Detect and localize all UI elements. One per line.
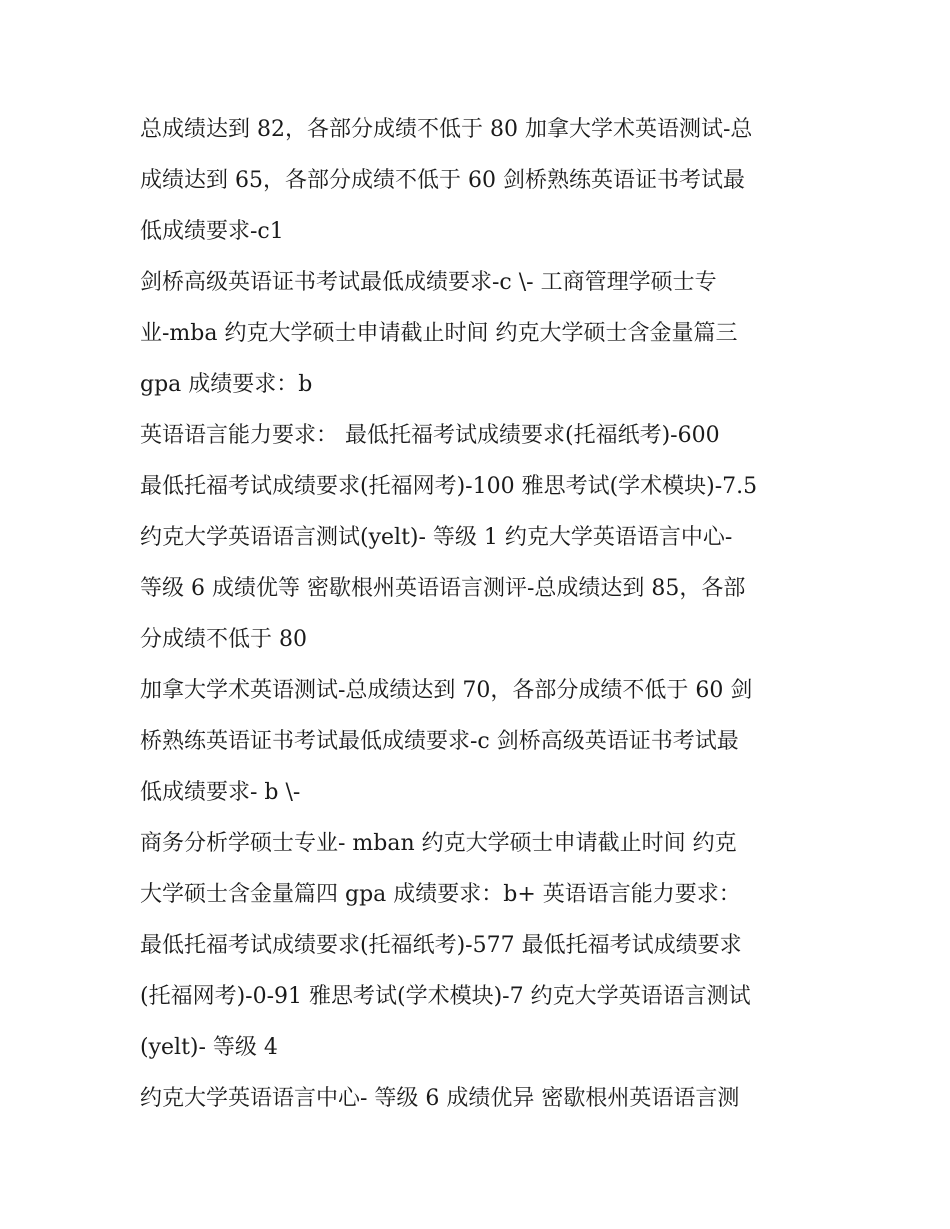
text-line: 分成绩不低于 80 <box>140 627 307 652</box>
text-line: 商务分析学硕士专业- mban 约克大学硕士申请截止时间 约克 <box>140 831 737 856</box>
text-line: (托福网考)-0-91 雅思考试(学术模块)-7 约克大学英语语言测试 <box>140 984 751 1009</box>
text-line: 低成绩要求-c1 <box>140 219 284 244</box>
text-line: 加拿大学术英语测试-总成绩达到 70，各部分成绩不低于 60 剑 <box>140 678 753 703</box>
text-line: 等级 6 成绩优等 密歇根州英语语言测评-总成绩达到 85，各部 <box>140 576 746 601</box>
text-line: 最低托福考试成绩要求(托福网考)-100 雅思考试(学术模块)-7.5 <box>140 474 758 499</box>
text-line: 成绩达到 65，各部分成绩不低于 60 剑桥熟练英语证书考试最 <box>140 168 745 193</box>
document-body <box>140 104 815 1124</box>
text-line: 业-mba 约克大学硕士申请截止时间 约克大学硕士含金量篇三 <box>140 321 738 346</box>
text-line: 最低托福考试成绩要求(托福纸考)-577 最低托福考试成绩要求 <box>140 933 742 958</box>
text-line: gpa 成绩要求：b <box>140 372 313 397</box>
text-line: 剑桥高级英语证书考试最低成绩要求-c \- 工商管理学硕士专 <box>140 270 717 295</box>
text-line: 英语语言能力要求： 最低托福考试成绩要求(托福纸考)-600 <box>140 423 720 448</box>
text-line: (yelt)- 等级 4 <box>140 1035 278 1060</box>
text-line: 桥熟练英语证书考试最低成绩要求-c 剑桥高级英语证书考试最 <box>140 729 739 754</box>
text-line: 低成绩要求- b \- <box>140 780 301 805</box>
text-line: 约克大学英语语言测试(yelt)- 等级 1 约克大学英语语言中心- <box>140 525 733 550</box>
text-line: 大学硕士含金量篇四 gpa 成绩要求：b+ 英语语言能力要求： <box>140 882 741 907</box>
text-line: 约克大学英语语言中心- 等级 6 成绩优异 密歇根州英语语言测 <box>140 1086 740 1111</box>
text-line: 总成绩达到 82，各部分成绩不低于 80 加拿大学术英语测试-总 <box>140 117 753 142</box>
